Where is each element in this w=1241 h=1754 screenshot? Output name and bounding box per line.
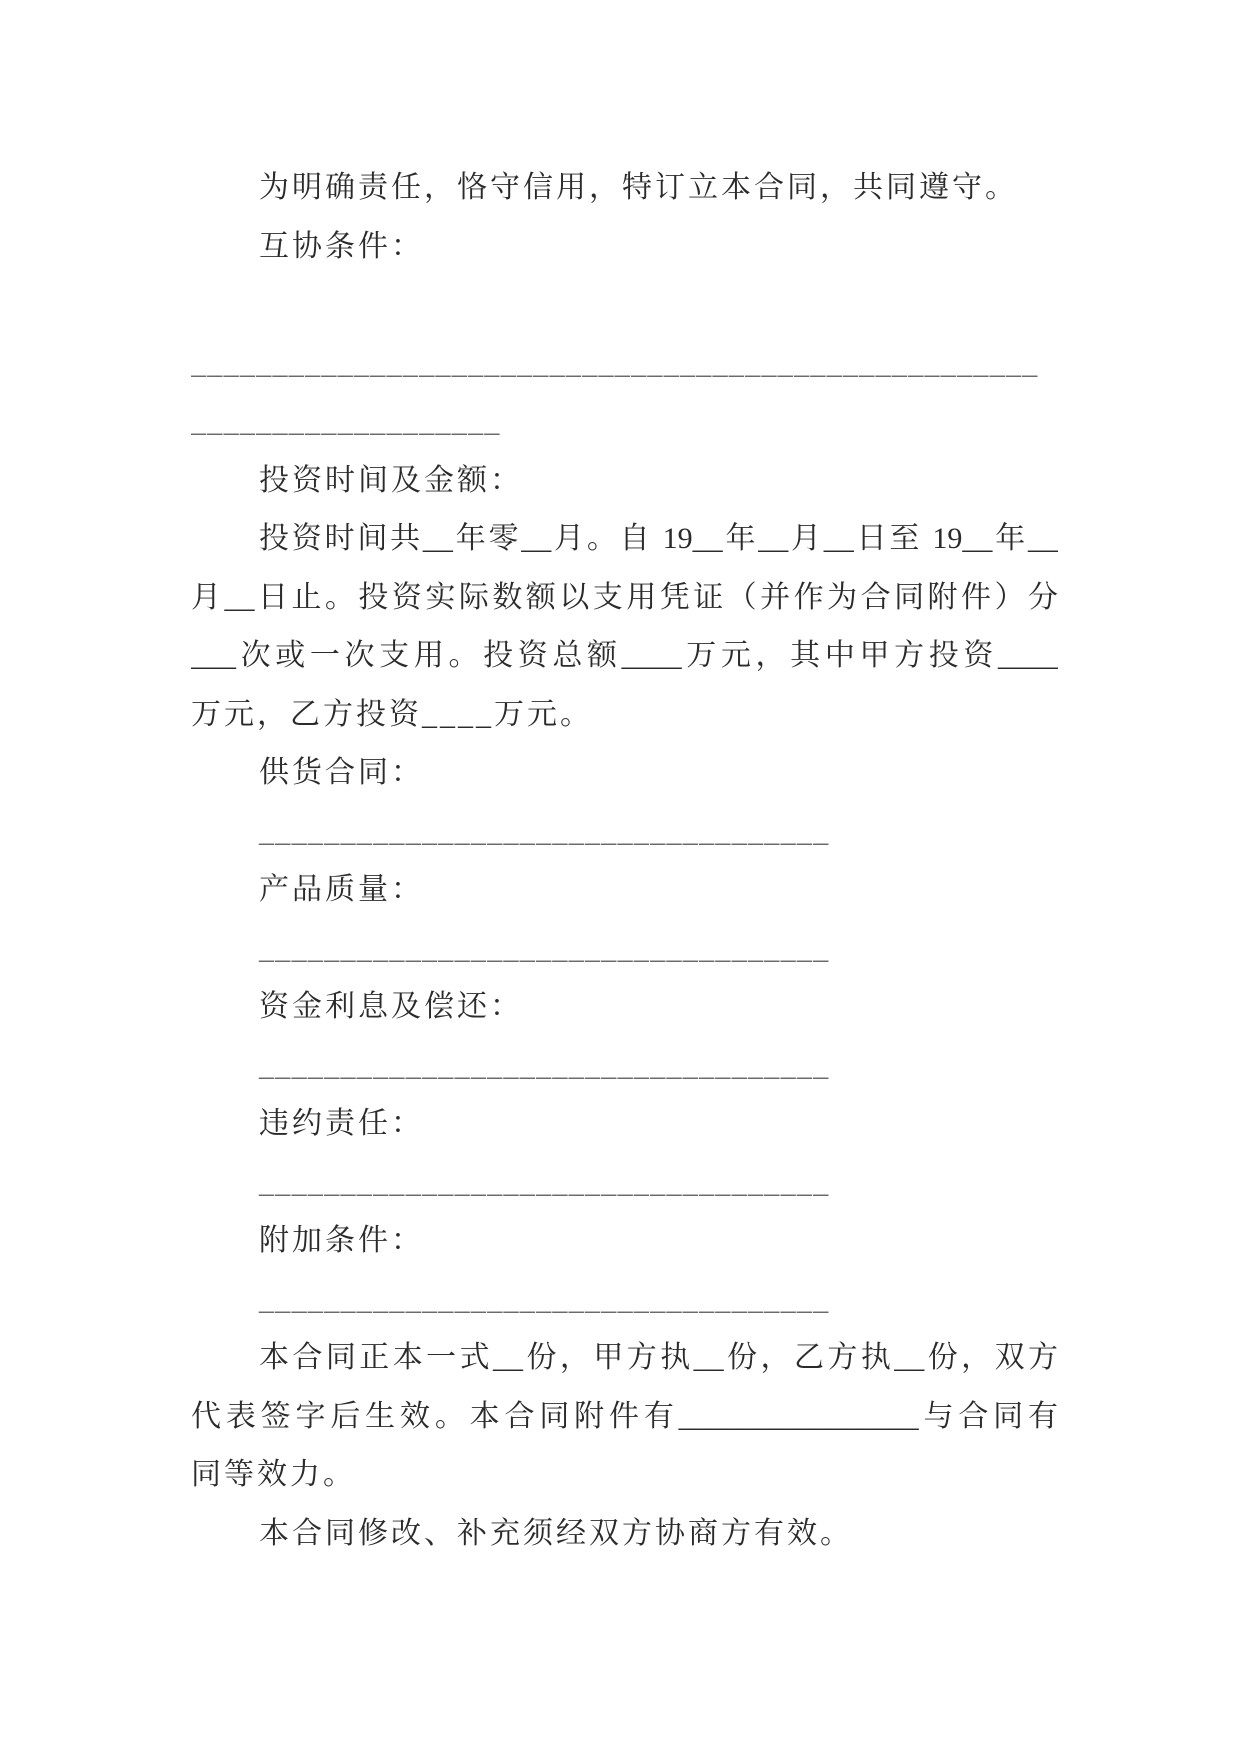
breach-liability-blank-row xyxy=(191,1154,1058,1213)
empty-line xyxy=(191,276,1058,335)
fill-line: ____________________________________________________ xyxy=(191,346,1039,380)
additional-terms-heading: 附加条件： xyxy=(259,1224,424,1257)
investment-paragraph-line: ___次或一次支用。投资总额____万元，其中甲方投资____ xyxy=(191,639,1058,672)
amendment-paragraph: 本合同修改、补充须经双方协商方有效。 xyxy=(259,1516,853,1550)
breach-liability-heading: 违约责任： xyxy=(259,1107,424,1140)
investment-paragraph-line: 万元，乙方投资____万元。 xyxy=(191,697,593,731)
mutual-conditions-blank-row xyxy=(191,335,1058,394)
fill-line: ___________________________________ xyxy=(259,931,830,965)
mutual-conditions-blank-row xyxy=(191,393,1058,452)
contract-body xyxy=(191,159,1058,1563)
fill-line: ___________________________________ xyxy=(259,1165,830,1199)
intro-paragraph: 为明确责任，恪守信用，特订立本合同，共同遵守。 xyxy=(259,171,1018,204)
investment-paragraph-line: 投资时间共__年零__月。自 19__年__月__日至 19__年__ xyxy=(259,522,1058,555)
investment-heading: 投资时间及金额： xyxy=(259,463,523,497)
investment-paragraph-line: 月__日止。投资实际数额以支用凭证（并作为合同附件）分 xyxy=(191,580,1058,614)
product-quality-blank-row xyxy=(191,920,1058,979)
product-quality-heading: 产品质量： xyxy=(259,873,424,906)
fill-line: ___________________________________ xyxy=(259,1282,830,1316)
fill-line: ___________________________________ xyxy=(259,814,830,848)
supply-contract-blank-row xyxy=(191,803,1058,862)
copies-paragraph-line: 本合同正本一式__份，甲方执__份，乙方执__份，双方 xyxy=(259,1341,1058,1374)
supply-contract-heading: 供货合同： xyxy=(259,756,424,789)
fill-line: ___________________ xyxy=(191,405,501,438)
mutual-conditions-heading: 互协条件： xyxy=(259,229,424,263)
copies-paragraph-line: 代表签字后生效。本合同附件有________________与合同有 xyxy=(191,1399,1058,1433)
copies-paragraph-line: 同等效力。 xyxy=(191,1458,356,1491)
interest-repayment-blank-row xyxy=(191,1037,1058,1096)
interest-repayment-heading: 资金利息及偿还： xyxy=(259,990,523,1023)
fill-line: ___________________________________ xyxy=(259,1048,830,1082)
additional-terms-blank-row xyxy=(191,1271,1058,1330)
